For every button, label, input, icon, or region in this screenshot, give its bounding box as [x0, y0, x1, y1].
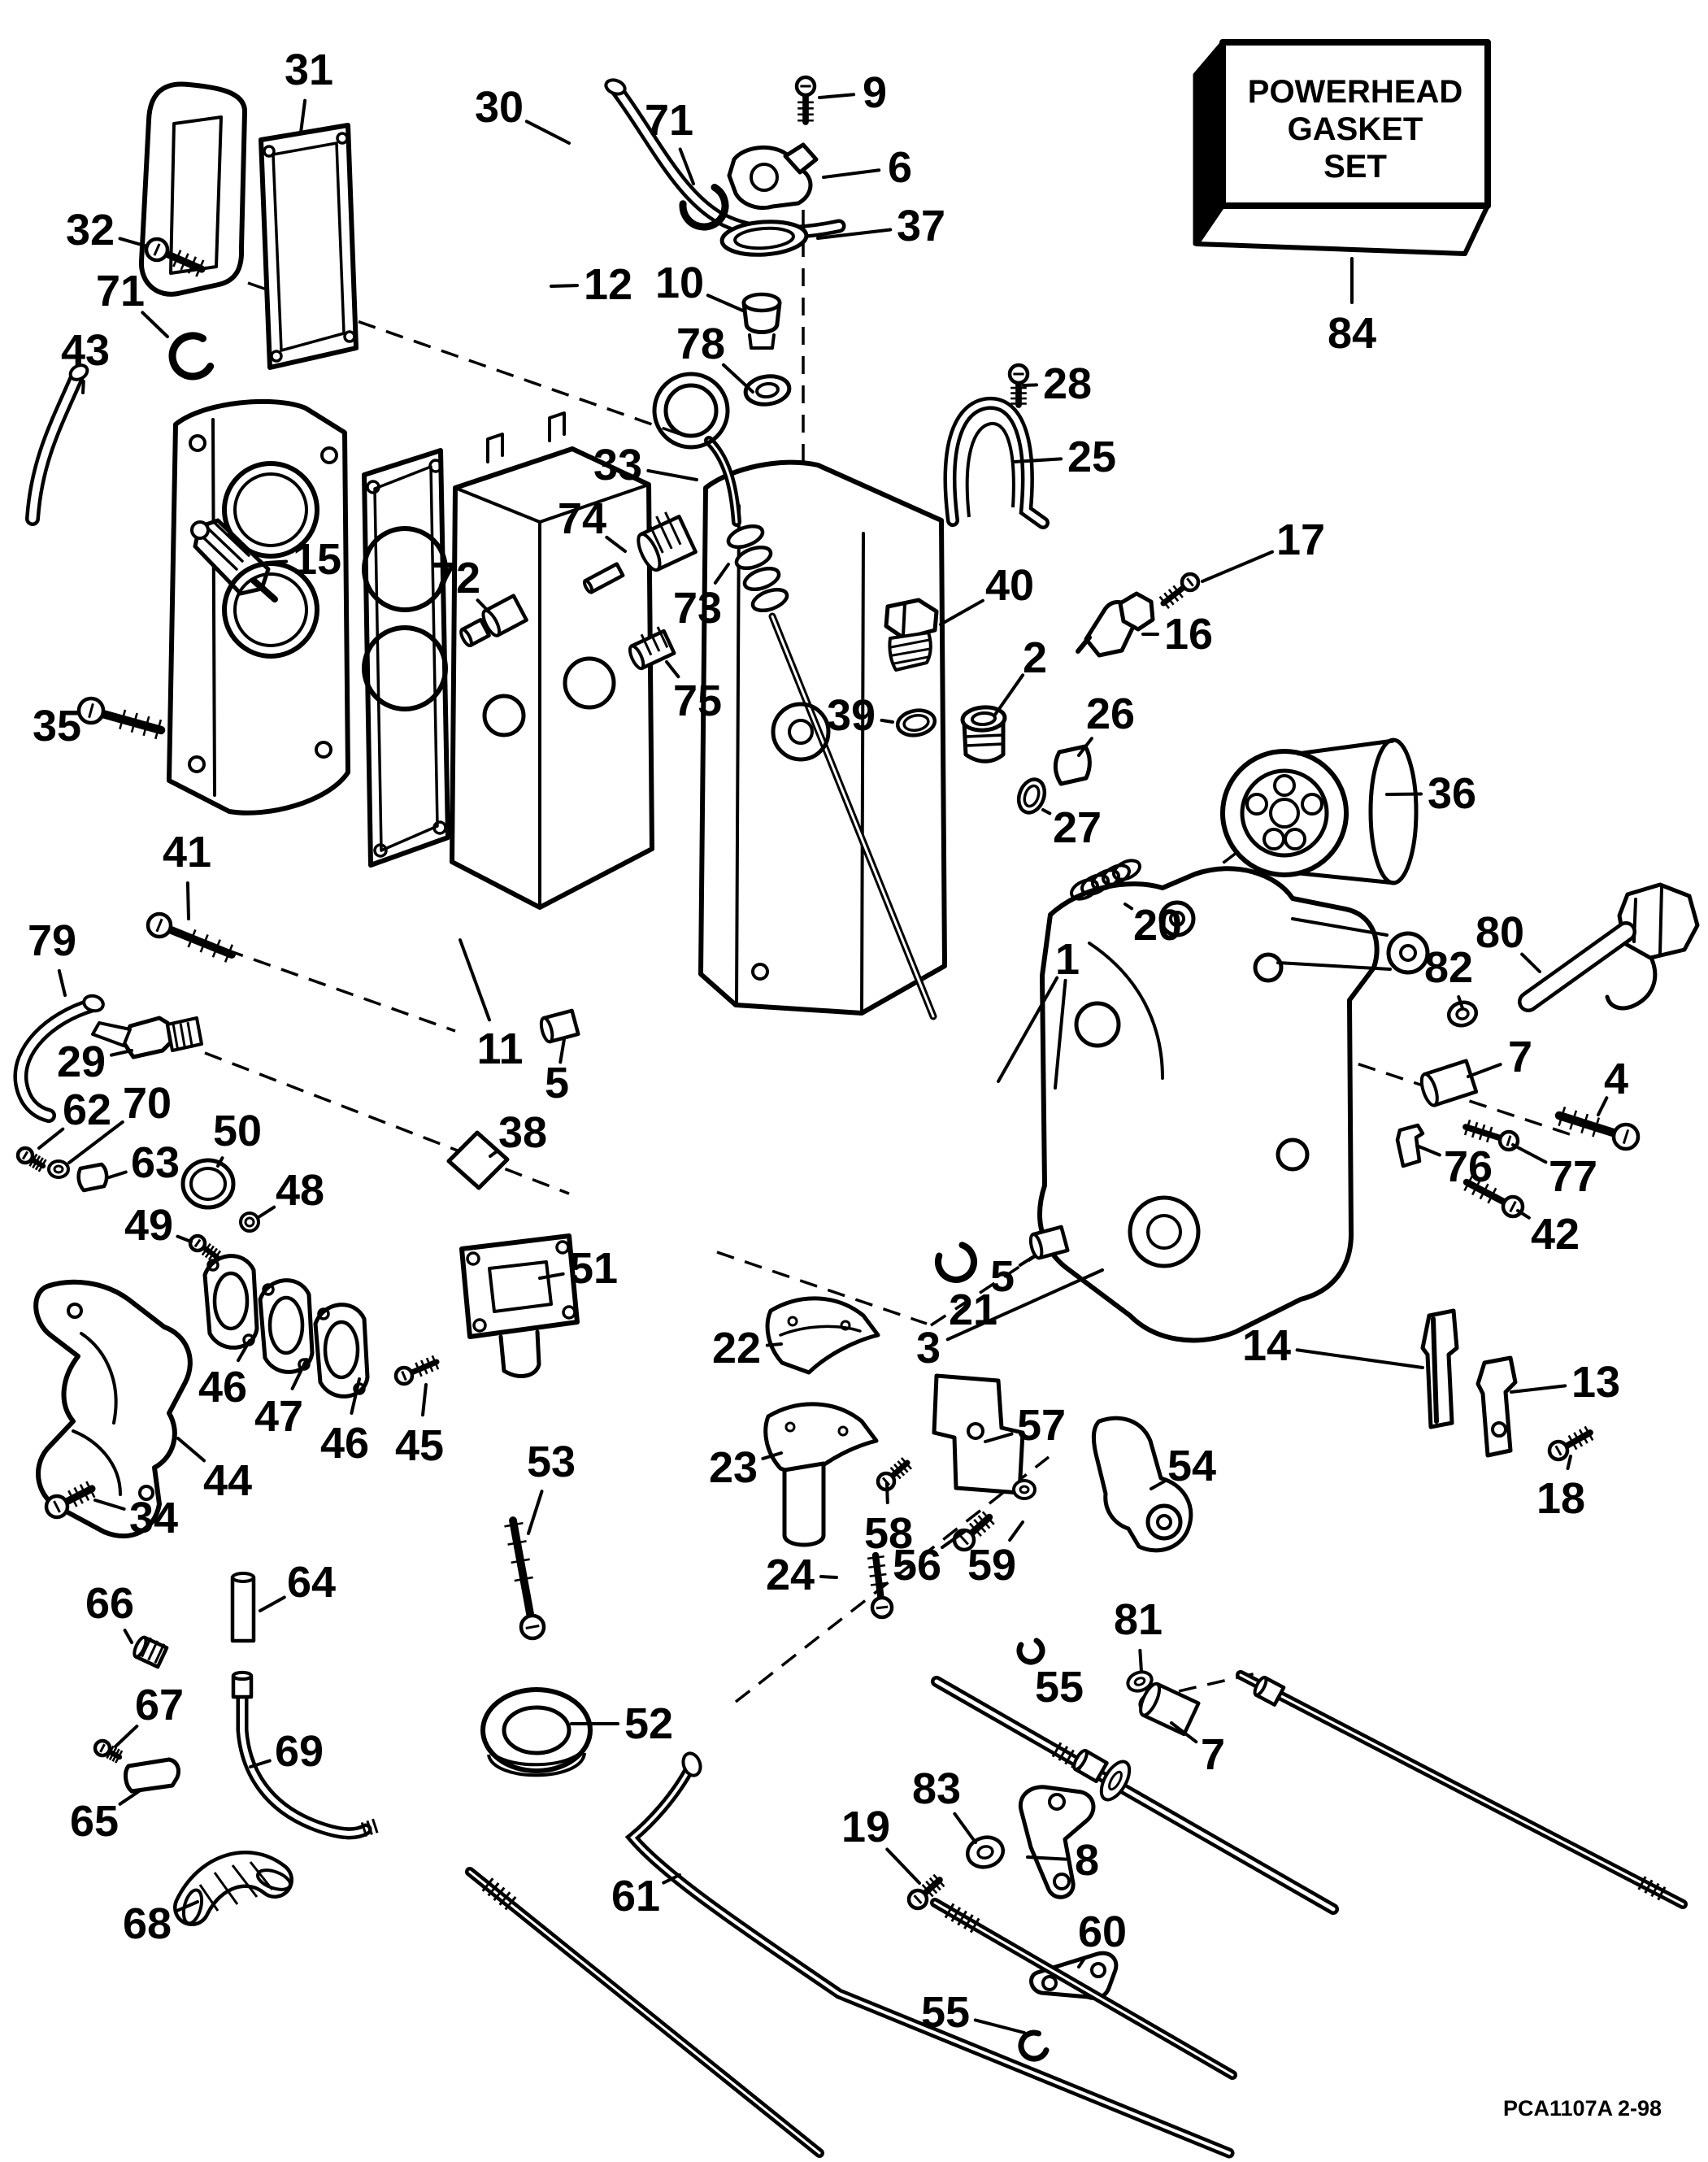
part-intake-adapter-spout [501, 1332, 539, 1376]
part-screw-24-thread [870, 1574, 887, 1577]
callout-leader-2 [995, 675, 1023, 715]
part-cylinder-block-stud-1 [488, 434, 502, 462]
callout-45: 45 [394, 1421, 445, 1470]
part-hose-clamp-63 [79, 1164, 106, 1190]
callout-14: 14 [1241, 1321, 1292, 1370]
construction-line [226, 950, 455, 1031]
callout-79: 79 [27, 916, 77, 965]
callout-22: 22 [711, 1324, 762, 1372]
callout-80: 80 [1475, 908, 1525, 957]
part-thermostat-base [750, 335, 774, 348]
part-cylinder-block-stud-2 [550, 413, 564, 441]
callout-leader-53 [528, 1491, 541, 1533]
callout-leader-64 [260, 1597, 285, 1611]
callout-23: 23 [708, 1443, 758, 1492]
part-nipple-nut [1055, 746, 1089, 784]
callout-42: 42 [1530, 1210, 1580, 1259]
part-bolt-41-shaft [166, 928, 232, 955]
part-oil-pump-hook [1607, 959, 1655, 1008]
callout-leader-45 [423, 1385, 426, 1415]
drawing-footer [1503, 2096, 1662, 2121]
part-oil-pump-shaft-80-core [1528, 932, 1626, 1002]
callout-32: 32 [65, 206, 115, 254]
callout-leader-83 [954, 1814, 976, 1842]
callout-61: 61 [611, 1872, 661, 1921]
part-oil-pump-knob [1619, 885, 1697, 958]
callout-leader-44 [178, 1438, 204, 1460]
part-dowel-64 [233, 1577, 254, 1641]
part-washer-59 [1014, 1481, 1035, 1499]
callout-29: 29 [56, 1037, 106, 1086]
callout-54: 54 [1167, 1442, 1217, 1490]
callout-leader-33 [648, 471, 697, 480]
callout-leader-76 [1417, 1146, 1440, 1155]
callout-leader-29 [111, 1051, 132, 1055]
callout-78: 78 [676, 320, 726, 368]
callout-33: 33 [593, 441, 643, 489]
part-screw-24-slot [876, 1607, 888, 1608]
callout-55: 55 [1034, 1663, 1084, 1712]
callout-73: 73 [672, 584, 723, 633]
callout-6: 6 [887, 143, 913, 192]
callout-leader-71 [142, 312, 167, 337]
callout-53: 53 [526, 1438, 576, 1486]
callout-71: 71 [95, 267, 146, 315]
part-anchor-bracket-b [1478, 1358, 1515, 1455]
callout-47: 47 [254, 1392, 304, 1441]
part-reed-valve-lower-boss [784, 1464, 824, 1545]
part-bolt-35-shaft [98, 712, 161, 730]
callout-9: 9 [862, 68, 888, 117]
callout-leader-75 [667, 662, 678, 676]
part-dipstick-ring-inner [666, 385, 716, 436]
callout-10: 10 [654, 259, 705, 307]
callout-leader-10 [708, 295, 745, 311]
drawing-code: PCA1107A [1503, 2096, 1614, 2121]
part-bolt-4-shaft [1559, 1116, 1619, 1134]
part-pump-arm-boss [1389, 933, 1428, 972]
callout-26: 26 [1085, 689, 1136, 738]
part-hose-end-30 [604, 77, 627, 96]
gasket-set-title-line-3: SET [1323, 149, 1387, 185]
callout-46: 46 [198, 1363, 248, 1412]
drawing-revision: 2-98 [1618, 2096, 1662, 2121]
callout-50: 50 [212, 1107, 263, 1155]
part-clip-25-inner [967, 424, 1014, 517]
callout-leader-55 [976, 2020, 1024, 2033]
callout-30: 30 [474, 83, 524, 132]
callout-leader-63 [106, 1172, 126, 1178]
callout-leader-11 [460, 940, 489, 1020]
callout-leader-19 [887, 1849, 919, 1883]
callout-leader-8 [1028, 1857, 1066, 1860]
callout-13: 13 [1571, 1358, 1621, 1407]
part-washer-70 [49, 1161, 68, 1177]
callout-leader-13 [1511, 1386, 1565, 1392]
part-fuel-pipe-61 [632, 1766, 1229, 2153]
part-spark-terminal [192, 522, 208, 538]
callout-37: 37 [896, 202, 946, 250]
callout-56: 56 [892, 1541, 942, 1590]
callout-77: 77 [1548, 1152, 1598, 1201]
part-washer-83 [964, 1834, 1006, 1871]
part-reed-valve-upper [767, 1299, 878, 1372]
callout-leader-81 [1140, 1651, 1141, 1672]
callout-51: 51 [568, 1244, 619, 1293]
callout-21: 21 [948, 1285, 998, 1334]
part-temp-sensor-hex [1120, 594, 1153, 629]
part-retainer-clip-25-core [950, 403, 1043, 523]
callout-20: 20 [1132, 901, 1183, 950]
callout-leader-67 [115, 1726, 137, 1747]
callout-74: 74 [557, 494, 607, 543]
callout-59: 59 [967, 1541, 1017, 1590]
callout-leader-43 [83, 381, 84, 393]
callout-leader-62 [39, 1129, 63, 1148]
part-dowel-64-end [233, 1573, 254, 1581]
part-gasket-set-box-bottom [1197, 206, 1488, 254]
callout-leader-59 [1010, 1522, 1023, 1540]
callout-36: 36 [1427, 769, 1477, 818]
callout-75: 75 [672, 676, 723, 725]
callout-68: 68 [122, 1899, 172, 1948]
callout-55: 55 [920, 1988, 971, 2037]
part-screw-24-thread [868, 1565, 885, 1568]
callout-leader-66 [125, 1630, 132, 1642]
callout-12: 12 [583, 260, 633, 309]
callout-leader-77 [1513, 1145, 1545, 1162]
part-fuel-pipe-61-core [632, 1766, 1229, 2153]
part-nut-48 [241, 1213, 259, 1231]
callout-11: 11 [476, 1024, 524, 1073]
part-thermostat-disc [744, 294, 780, 311]
part-anchor-bracket-a-edge [1433, 1319, 1436, 1421]
part-outlines [36, 84, 1697, 1998]
part-bolt-53-shaft [513, 1520, 531, 1620]
callout-leader-27 [1043, 810, 1050, 813]
callout-leader-78 [724, 365, 753, 392]
callout-5: 5 [989, 1252, 1015, 1301]
callout-48: 48 [275, 1166, 325, 1215]
callout-1: 1 [1054, 935, 1080, 984]
callout-46: 46 [319, 1419, 370, 1468]
callout-leader-12 [551, 285, 577, 286]
callout-8: 8 [1074, 1836, 1100, 1885]
callout-leader-79 [59, 971, 65, 995]
callout-49: 49 [124, 1201, 174, 1250]
part-c-clip-21 [938, 1245, 974, 1280]
callout-84: 84 [1327, 309, 1377, 358]
callout-leader-15 [267, 561, 286, 563]
callout-leader-17 [1202, 552, 1272, 581]
part-cylinder-head-edge [213, 420, 215, 795]
callout-leader-49 [177, 1237, 191, 1242]
callout-leader-6 [824, 170, 879, 177]
part-crankcase-rear-half [1040, 868, 1377, 1340]
callout-5: 5 [544, 1059, 570, 1107]
callout-27: 27 [1052, 803, 1102, 852]
part-link-rod-2-core [1241, 1675, 1683, 1904]
part-c-clip-55a [1019, 1641, 1042, 1662]
gasket-set-title-line-2: GASKET [1287, 111, 1423, 147]
callout-43: 43 [60, 326, 111, 375]
callout-7: 7 [1507, 1033, 1533, 1081]
callout-leader-22 [767, 1344, 781, 1346]
callout-24: 24 [765, 1551, 815, 1599]
callout-2: 2 [1022, 633, 1048, 682]
callout-leader-39 [882, 720, 893, 722]
callout-69: 69 [274, 1727, 324, 1776]
part-oil-filter-rear [1371, 740, 1416, 883]
callout-66: 66 [85, 1579, 135, 1628]
callout-31: 31 [284, 46, 334, 94]
callout-44: 44 [202, 1456, 253, 1505]
callout-7: 7 [1200, 1730, 1226, 1779]
callout-62: 62 [62, 1085, 112, 1134]
callout-41: 41 [162, 828, 212, 877]
part-temp-sensor-tip [1078, 637, 1089, 651]
callout-16: 16 [1163, 610, 1214, 659]
gasket-set-title-line-1: POWERHEAD [1247, 74, 1463, 110]
callout-leader-58 [887, 1483, 888, 1503]
callout-57: 57 [1016, 1401, 1067, 1450]
callout-15: 15 [292, 535, 342, 584]
part-spring-20-c5 [1110, 857, 1142, 883]
callout-63: 63 [130, 1138, 180, 1187]
callout-81: 81 [1113, 1595, 1163, 1644]
callout-65: 65 [69, 1797, 120, 1846]
callout-leader-14 [1297, 1350, 1423, 1368]
callout-76: 76 [1443, 1142, 1493, 1191]
callout-83: 83 [911, 1764, 962, 1813]
callout-72: 72 [431, 554, 481, 602]
callout-70: 70 [122, 1079, 172, 1128]
part-screw-24-shaft [876, 1555, 881, 1602]
callout-leader-18 [1568, 1456, 1571, 1468]
part-c-clip-55b [1021, 2033, 1046, 2059]
callout-40: 40 [984, 561, 1035, 610]
callout-35: 35 [32, 702, 82, 750]
callout-leader-30 [527, 121, 569, 143]
callout-leader-9 [819, 94, 854, 98]
callout-71: 71 [644, 96, 694, 145]
callout-leader-80 [1522, 955, 1540, 972]
callout-39: 39 [826, 691, 876, 740]
part-anchor-bracket-a [1423, 1311, 1457, 1427]
callout-leader-48 [259, 1207, 274, 1217]
callout-leader-41 [188, 883, 189, 919]
part-keeper-ring-71b [172, 336, 211, 376]
callout-60: 60 [1077, 1908, 1128, 1956]
callout-leader-31 [301, 101, 305, 133]
part-bolt-77-shaft [1466, 1127, 1504, 1139]
part-hose69-connector-end [233, 1673, 251, 1679]
thread-tick [373, 1819, 378, 1833]
callout-leader-7 [1468, 1064, 1501, 1077]
callout-3: 3 [915, 1324, 941, 1372]
part-oil-fill-cap-facet [903, 603, 905, 636]
part-link-rod-1-core [937, 1681, 1333, 1909]
callout-38: 38 [498, 1108, 548, 1157]
callout-58: 58 [863, 1509, 914, 1558]
callout-17: 17 [1276, 515, 1326, 564]
callout-leader-5 [1020, 1256, 1034, 1265]
callout-52: 52 [624, 1699, 674, 1748]
callout-18: 18 [1536, 1474, 1586, 1523]
callout-25: 25 [1067, 433, 1117, 481]
callout-19: 19 [841, 1803, 891, 1851]
callout-34: 34 [128, 1494, 179, 1542]
callout-leader-40 [941, 601, 983, 624]
callout-64: 64 [286, 1558, 337, 1607]
part-hose-clamp-65 [126, 1760, 179, 1791]
callout-82: 82 [1423, 943, 1474, 992]
callout-67: 67 [134, 1681, 185, 1729]
callout-28: 28 [1042, 359, 1093, 408]
callout-4: 4 [1603, 1055, 1629, 1103]
